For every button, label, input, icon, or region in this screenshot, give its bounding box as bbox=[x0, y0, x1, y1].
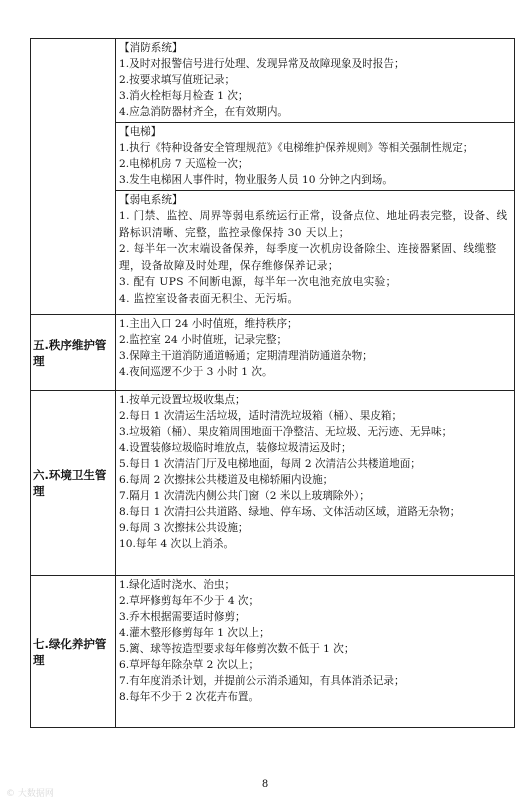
elevator-section bbox=[116, 123, 514, 191]
watermark: © 大数据网 bbox=[6, 789, 54, 799]
page-number: 8 bbox=[261, 779, 269, 790]
row-content bbox=[116, 39, 515, 315]
table-row bbox=[31, 576, 515, 728]
list-item: 1.按单元设置垃圾收集点； bbox=[119, 394, 246, 406]
list-item: 2.按要求填写值班记录； bbox=[119, 74, 236, 86]
row-label-greening: 七.绿化养护管理 bbox=[31, 576, 116, 728]
row-content bbox=[116, 576, 515, 728]
list-item: 1. 门禁、监控、周界等弱电系统运行正常，设备点位、地址码表完整，设备、线路标识清晰、完整，监控录像保持 30 天以上； bbox=[119, 210, 508, 239]
row-label-empty bbox=[31, 39, 116, 315]
list-item: 8.每年不少于 2 次花卉布置。 bbox=[119, 691, 260, 703]
list-item: 1.及时对报警信号进行处理、发现异常及故障现象及时报告； bbox=[119, 58, 405, 70]
list-item: 5.每日 1 次清洁门厅及电梯地面，每周 2 次清洁公共楼道地面； bbox=[119, 458, 421, 470]
table-row bbox=[31, 391, 515, 576]
list-item: 7.隔月 1 次清洗内侧公共门窗（2 米以上玻璃除外）； bbox=[119, 490, 370, 502]
list-item: 4.夜间巡逻不少于 3 小时 1 次。 bbox=[119, 366, 273, 378]
list-item: 3.垃圾箱（桶）、果皮箱周围地面干净整洁、无垃圾、无污迹、无异味； bbox=[119, 426, 453, 438]
list-item: 3.乔木根据需要适时修剪； bbox=[119, 611, 246, 623]
list-item: 2.每日 1 次清运生活垃圾，适时清洗垃圾箱（桶）、果皮箱； bbox=[119, 410, 403, 422]
list-item: 4.应急消防器材齐全，在有效期内。 bbox=[119, 106, 289, 118]
list-item: 4. 监控室设备表面无积尘、无污垢。 bbox=[119, 292, 299, 305]
list-item: 6.草坪每年除杂草 2 次以上； bbox=[119, 659, 260, 671]
row-label-order: 五.秩序维护管理 bbox=[31, 315, 116, 391]
table-row bbox=[31, 315, 515, 391]
row-label-sanitation: 六.环境卫生管理 bbox=[31, 391, 116, 576]
list-item: 3.发生电梯困人事件时，物业服务人员 10 分钟之内到场。 bbox=[119, 174, 393, 186]
row-content bbox=[116, 315, 515, 391]
list-item: 2.监控室 24 小时值班，记录完整； bbox=[119, 334, 288, 346]
list-item: 5.篱、球等按造型要求每年修剪次数不低于 1 次； bbox=[119, 643, 355, 655]
list-item: 3.消火栓柜每月检查 1 次； bbox=[119, 90, 249, 102]
list-item: 4.设置装修垃圾临时堆放点，装修垃圾清运及时； bbox=[119, 442, 352, 454]
low-voltage-heading: 【弱电系统】 bbox=[119, 194, 183, 206]
list-item: 2. 每半年一次末端设备保养，每季度一次机房设备除尘、连接器紧固、线缆整理，设备故障及时处理，保存维修保养记录； bbox=[119, 243, 497, 272]
low-voltage-section bbox=[116, 191, 514, 309]
list-item: 1.主出入口 24 小时值班，维持秩序； bbox=[119, 318, 298, 330]
list-item: 2.电梯机房 7 天巡检一次； bbox=[119, 158, 249, 170]
list-item: 3.保障主干道消防通道畅通；定期清理消防通道杂物； bbox=[119, 350, 373, 362]
list-item: 8.每日 1 次清扫公共道路、绿地、停车场、文体活动区域，道路无杂物； bbox=[119, 506, 461, 518]
list-item: 9.每周 3 次擦抹公共设施； bbox=[119, 522, 249, 534]
service-standard-table bbox=[30, 38, 515, 728]
list-item: 7.有年度消杀计划，并提前公示消杀通知，有具体消杀记录； bbox=[119, 675, 405, 687]
list-item: 1.执行《特种设备安全管理规范》《电梯维护保养规则》等相关强制性规定； bbox=[119, 142, 474, 154]
list-item: 4.灌木整形修剪每年 1 次以上； bbox=[119, 627, 270, 639]
list-item: 10.每年 4 次以上消杀。 bbox=[119, 538, 235, 550]
list-item: 1.绿化适时浇水、治虫； bbox=[119, 579, 236, 591]
list-item: 3. 配有 UPS 不间断电源，每半年一次电池充放电实验； bbox=[119, 276, 397, 288]
fire-system-section bbox=[116, 39, 514, 123]
row-content bbox=[116, 391, 515, 576]
list-item: 2.草坪修剪每年不少于 4 次； bbox=[119, 595, 260, 607]
list-item: 6.每周 2 次擦抹公共楼道及电梯轿厢内设施； bbox=[119, 474, 334, 486]
fire-system-heading: 【消防系统】 bbox=[119, 42, 183, 54]
elevator-heading: 【电梯】 bbox=[119, 126, 162, 138]
table-row bbox=[31, 39, 515, 315]
